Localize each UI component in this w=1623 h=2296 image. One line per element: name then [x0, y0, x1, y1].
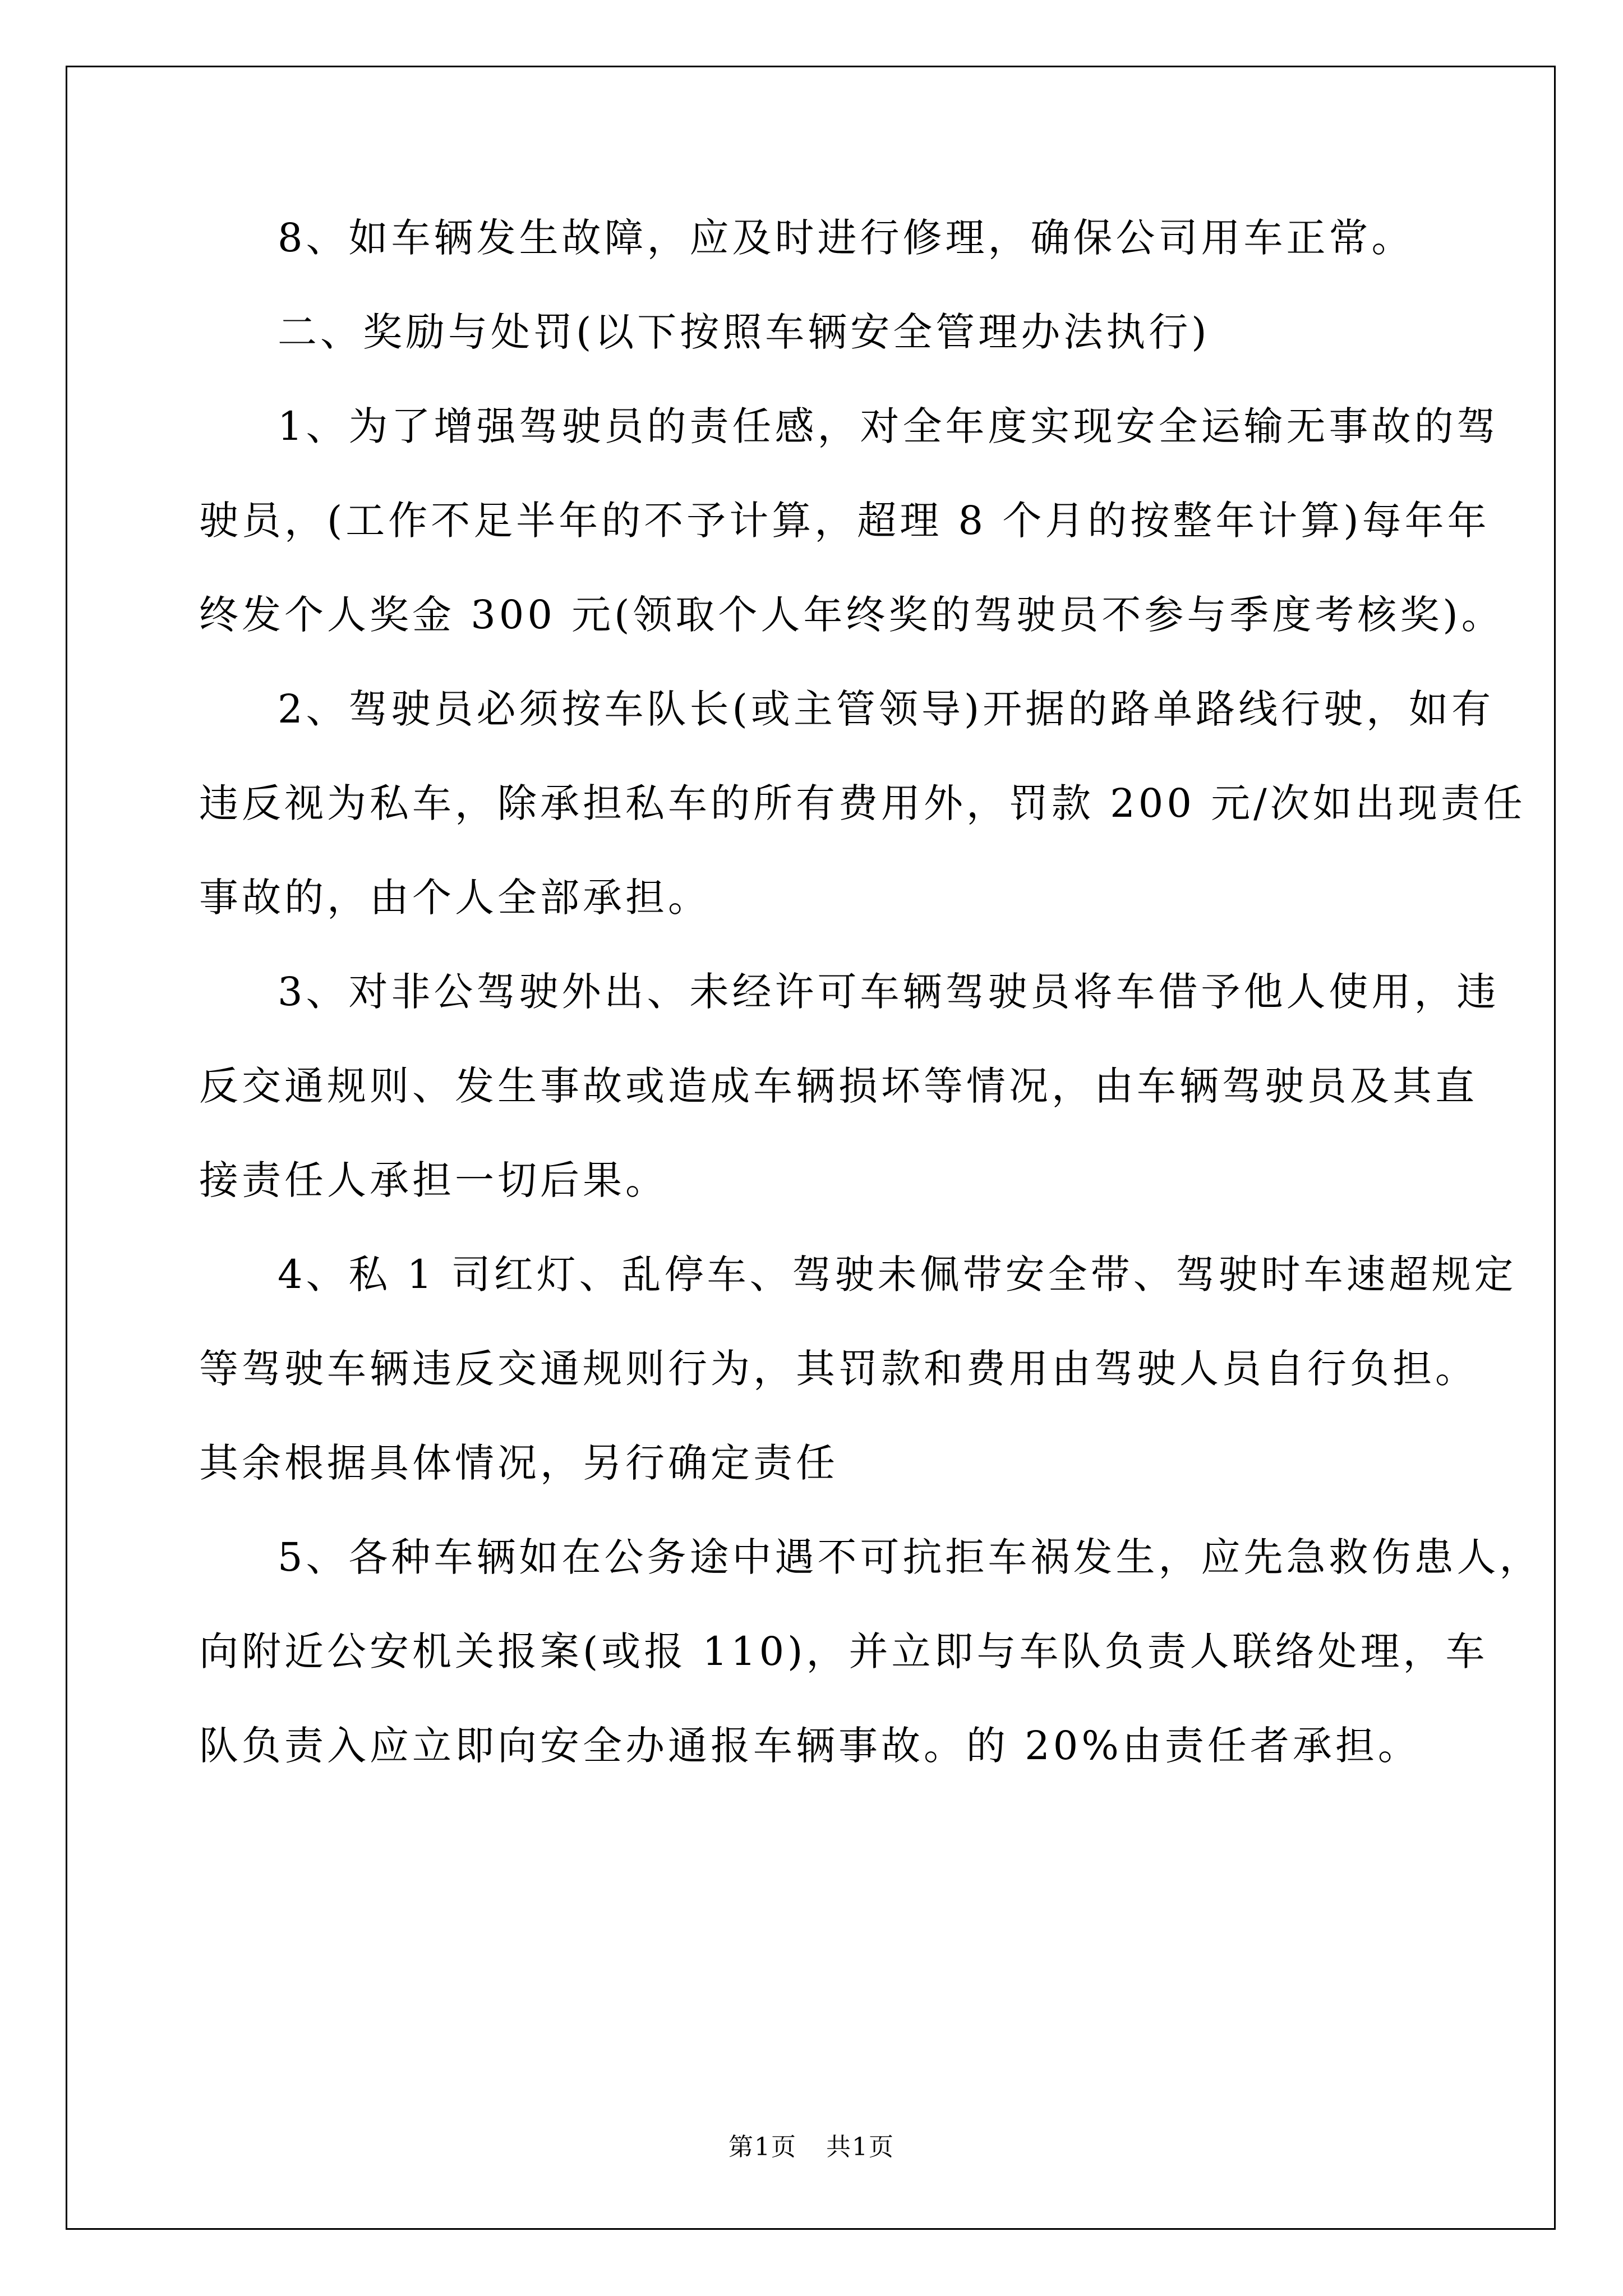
text-line: 驶员，(工作不足半年的不予计算，超理 8 个月的按整年计算)每年年 [199, 498, 1490, 544]
text-line: 事故的，由个人全部承担。 [199, 875, 711, 921]
text-line: 8、如车辆发生故障，应及时进行修理，确保公司用车正常。 [278, 215, 1414, 261]
text-line: 二、奖励与处罚(以下按照车辆安全管理办法执行) [278, 309, 1210, 355]
paragraph-item-1 [199, 379, 1504, 662]
page-total: 共1页 [826, 2133, 895, 2161]
document-body [199, 191, 1542, 1793]
text-line: 等驾驶车辆违反交通规则行为，其罚款和费用由驾驶人员自行负担。 [199, 1346, 1478, 1392]
text-line: 1、为了增强驾驶员的责任感，对全年度实现安全运输无事故的驾 [278, 403, 1500, 449]
text-line: 2、驾驶员必须按车队长(或主管领导)开据的路单路线行驶，如有 [278, 686, 1495, 732]
paragraph-item-3 [199, 945, 1500, 1227]
page-number: 第1页 [728, 2133, 797, 2161]
text-line: 队负责入应立即向安全办通报车辆事故。的 20%由责任者承担。 [199, 1723, 1421, 1769]
text-line: 反交通规则、发生事故或造成车辆损坏等情况，由车辆驾驶员及其直 [199, 1063, 1478, 1109]
text-line: 接责任人承担一切后果。 [199, 1157, 668, 1203]
text-line: 违反视为私车，除承担私车的所有费用外，罚款 200 元/次如出现责任 [199, 780, 1526, 826]
paragraph-item-4 [199, 1227, 1517, 1510]
text-line: 其余根据具体情况，另行确定责任 [199, 1440, 838, 1486]
section-heading-rewards-penalties [199, 285, 1433, 379]
paragraph-item-2 [199, 662, 1526, 945]
text-line: 向附近公安机关报案(或报 110)，并立即与车队负责人联络处理，车 [199, 1628, 1488, 1674]
text-line: 终发个人奖金 300 元(领取个人年终奖的驾驶员不参与季度考核奖)。 [199, 592, 1504, 638]
page-footer [0, 2131, 1623, 2164]
text-line: 4、私 1 司红灯、乱停车、驾驶未佩带安全带、驾驶时车速超规定 [278, 1251, 1517, 1297]
text-line: 3、对非公驾驶外出、未经许可车辆驾驶员将车借予他人使用，违 [278, 969, 1500, 1015]
text-line: 5、各种车辆如在公务途中遇不可抗拒车祸发生，应先急救伤患人， [278, 1534, 1542, 1580]
paragraph-item-5 [199, 1510, 1542, 1793]
paragraph-item-8 [199, 191, 1433, 285]
